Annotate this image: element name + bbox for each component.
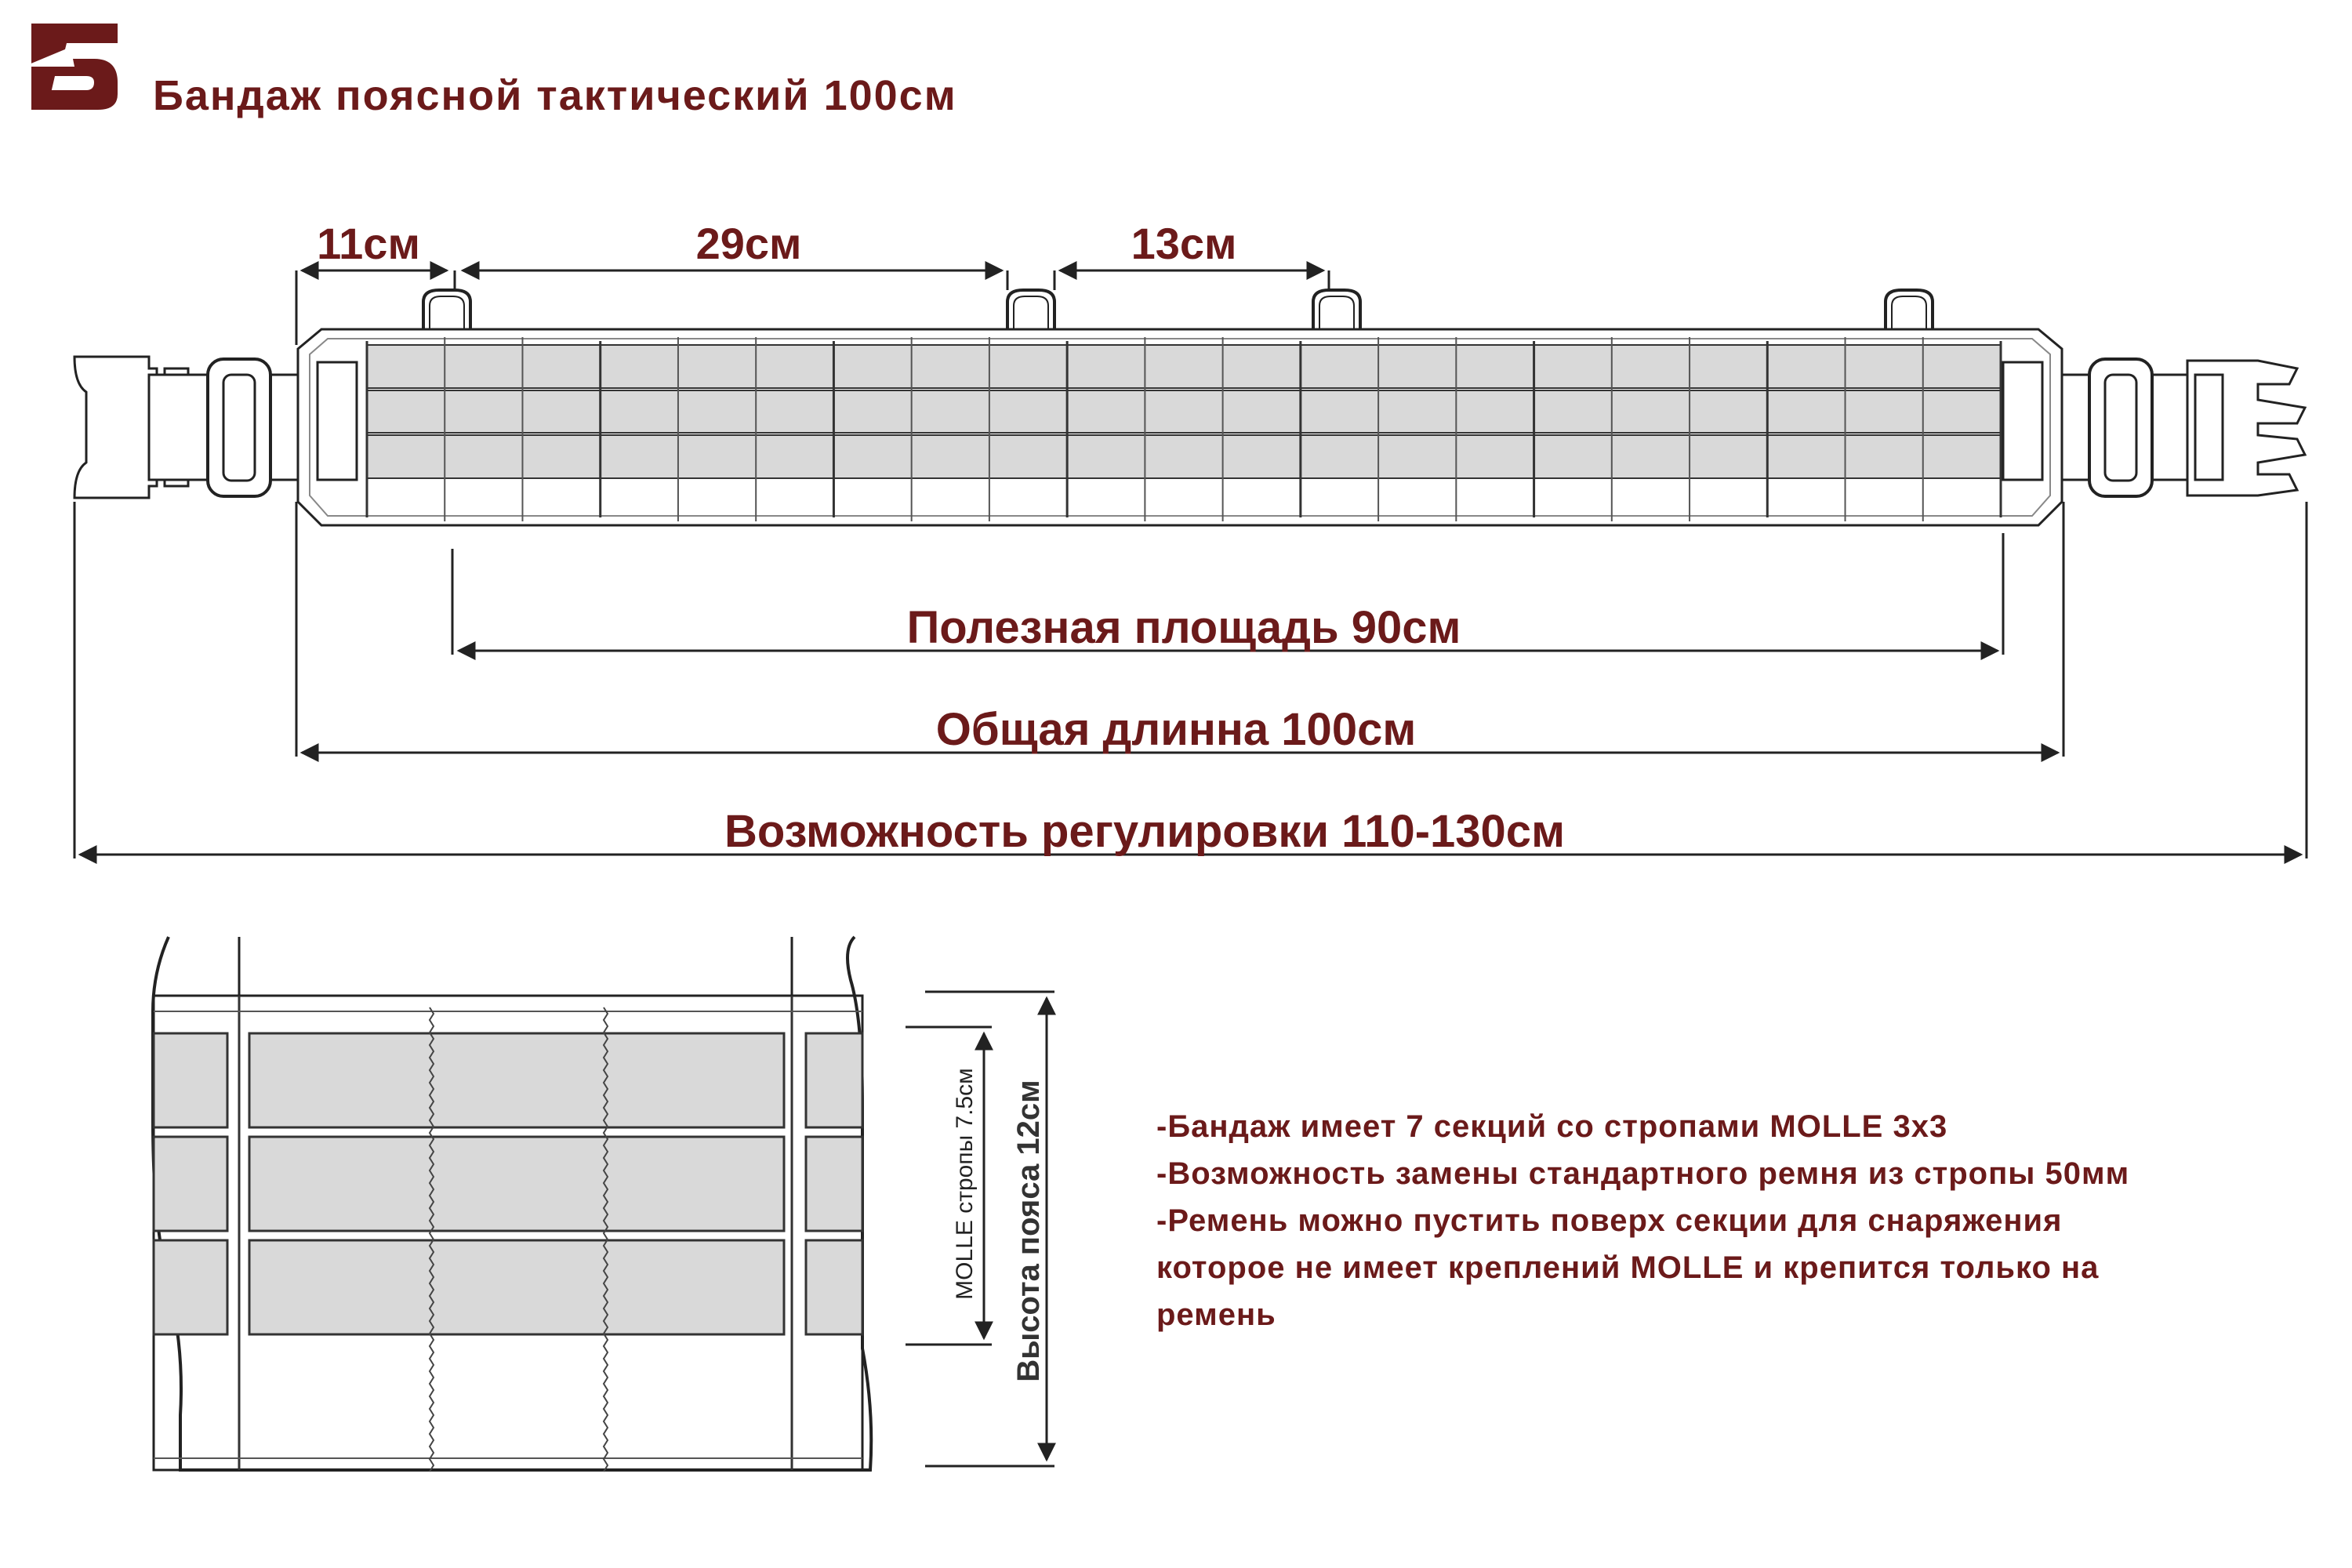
adjust-range-label: Возможность регулировки 110-130см — [724, 806, 1565, 857]
page-title: Бандаж поясной тактический 100см — [153, 72, 957, 119]
molle-webbing-row — [367, 435, 2001, 478]
belt-height-label: Высота пояса 12см — [1011, 1080, 1046, 1382]
note-line-5: ремень — [1156, 1298, 1276, 1332]
detail-molle-cell — [806, 1137, 862, 1231]
note-line-3: -Ремень можно пустить поверх секции для снаряжения — [1156, 1203, 2063, 1238]
dim-13cm-label: 13см — [1131, 219, 1237, 268]
note-line-1: -Бандаж имеет 7 секций со стропами MOLLE 3x3 — [1156, 1109, 1948, 1144]
detail-molle-cell — [154, 1033, 227, 1127]
detail-view — [153, 937, 871, 1472]
dim-11cm-label: 11см — [317, 219, 420, 268]
detail-molle-cell — [249, 1137, 784, 1231]
useful-area-label: Полезная площадь 90см — [906, 602, 1461, 653]
detail-molle-cell — [249, 1033, 784, 1127]
molle-height-label: MOLLE стропы 7.5см — [952, 1068, 978, 1300]
belt-drawing — [74, 290, 2305, 525]
detail-molle-cell — [806, 1240, 862, 1334]
detail-molle-cell — [806, 1033, 862, 1127]
feature-notes — [1156, 1109, 2129, 1332]
lower-dimension-lines — [74, 502, 2307, 858]
note-line-4: которое не имеет креплений MOLLE и крепится только на — [1156, 1250, 2100, 1285]
note-line-2: -Возможность замены стандартного ремня из стропы 50мм — [1156, 1156, 2130, 1191]
brand-logo-icon — [24, 24, 118, 110]
detail-molle-cell — [154, 1240, 227, 1334]
total-length-label: Общая длинна 100см — [935, 704, 1417, 755]
detail-molle-cell — [249, 1240, 784, 1334]
molle-webbing-row — [367, 390, 2001, 433]
dim-29cm-label: 29см — [695, 219, 802, 268]
molle-webbing-row — [367, 345, 2001, 388]
detail-molle-cell — [154, 1137, 227, 1231]
